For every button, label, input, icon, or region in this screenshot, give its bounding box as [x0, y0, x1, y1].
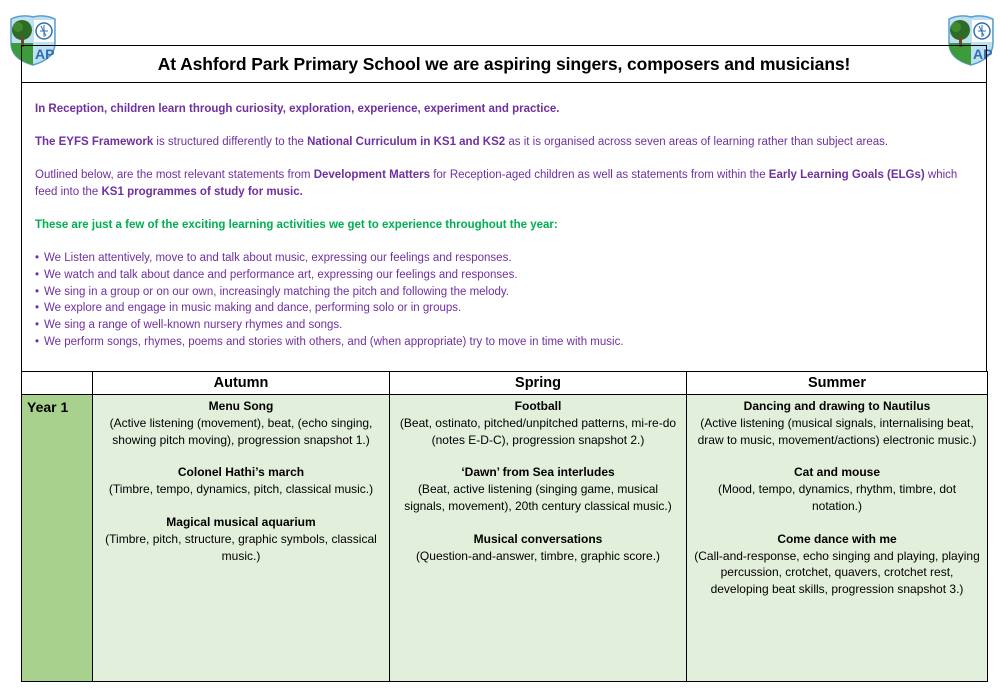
column-header-summer: Summer — [687, 372, 988, 395]
unit-title: Dancing and drawing to Nautilus — [743, 399, 931, 413]
intro-line-1 — [35, 101, 976, 118]
header-empty-cell — [22, 372, 93, 395]
unit-title: Cat and mouse — [793, 465, 880, 480]
unit-title: Menu Song — [208, 399, 274, 413]
intro-paragraph-2 — [35, 134, 976, 151]
svg-text:AP: AP — [973, 46, 993, 62]
intro-text — [35, 101, 976, 351]
activity-item: • We watch and talk about dance and performance art, expressing our feelings and responses. — [35, 267, 976, 284]
unit-description: (Beat, ostinato, pitched/unpitched patterns, mi-re-do (notes E-D-C), progression snapshot 2.) — [399, 415, 677, 447]
page-title: At Ashford Park Primary School we are aspiring singers, composers and musicians! — [157, 53, 851, 74]
unit-title: Come dance with me — [777, 531, 897, 546]
development-matters-text: Development Matters — [313, 169, 431, 181]
svg-text:AP: AP — [35, 46, 55, 62]
table-row — [22, 395, 988, 682]
activities-list — [35, 250, 976, 351]
unit — [693, 464, 981, 514]
unit-title: Magical musical aquarium — [166, 514, 316, 529]
unit — [693, 398, 981, 448]
intro-paragraph-3 — [35, 167, 976, 201]
table-header-row — [22, 372, 988, 395]
intro-reception-statement: In Reception, children learn through curiosity, exploration, experience, experiment and practice. — [35, 103, 560, 115]
unit-description: (Active listening (movement), beat, (echo singing, showing pitch moving), progression snapshot 1.) — [109, 415, 373, 447]
unit-title: Musical conversations — [473, 531, 603, 546]
column-header-spring: Spring — [390, 372, 687, 395]
eyfs-framework-text: The EYFS Framework — [35, 136, 154, 148]
autumn-cell — [93, 395, 390, 682]
activities-heading: These are just a few of the exciting learning activities we get to experience throughout the year: — [35, 219, 558, 231]
unit-description: (Active listening (musical signals, internalising beat, draw to music, movement/actions) electronic music.) — [697, 415, 977, 447]
unit — [693, 531, 981, 598]
unit-title: Colonel Hathi’s march — [177, 465, 305, 480]
unit-description: (Call-and-response, echo singing and playing, playing percussion, crotchet, quavers, crotchet rest, developing beat skills, progression snapshot 3.) — [694, 548, 980, 597]
unit-description: (Timbre, tempo, dynamics, pitch, classical music.) — [108, 482, 374, 497]
activity-item: • We sing a range of well-known nursery rhymes and songs. — [35, 317, 976, 334]
unit — [99, 464, 383, 498]
unit-description: (Beat, active listening (singing game, musical signals, movement), 20th century classical music.) — [404, 482, 672, 513]
activity-item: • We sing in a group or on our own, increasingly matching the pitch and following the melody. — [35, 284, 976, 301]
unit-title: ‘Dawn’ from Sea interludes — [461, 465, 615, 480]
unit — [396, 531, 680, 565]
national-curriculum-text: National Curriculum in KS1 and KS2 — [307, 136, 506, 148]
text-fragment: which feed into the — [35, 169, 958, 198]
activity-item: • We perform songs, rhymes, poems and stories with others, and (when appropriate) try to move in time with music. — [35, 334, 976, 351]
unit — [396, 398, 680, 448]
curriculum-table — [21, 371, 988, 682]
unit — [396, 464, 680, 514]
unit — [99, 398, 383, 448]
title-banner — [21, 45, 987, 83]
column-header-autumn: Autumn — [93, 372, 390, 395]
unit-title: Football — [514, 399, 562, 413]
intro-section — [21, 83, 987, 371]
spring-cell — [390, 395, 687, 682]
text-fragment: Outlined below, are the most relevant statements from — [35, 169, 314, 181]
unit-description: (Timbre, pitch, structure, graphic symbols, classical music.) — [105, 531, 377, 563]
early-learning-goals-text: Early Learning Goals (ELGs) — [768, 169, 925, 181]
unit-description: (Mood, tempo, dynamics, rhythm, timbre, dot notation.) — [717, 482, 957, 513]
text-fragment: is structured differently to the — [153, 136, 308, 148]
year-label: Year 1 — [22, 395, 93, 682]
ks1-programmes-text: KS1 programmes of study for music. — [101, 186, 303, 198]
text-fragment: for Reception-aged children as well as statements from within the — [430, 169, 769, 181]
summer-cell — [687, 395, 988, 682]
activity-item: • We explore and engage in music making and dance, performing solo or in groups. — [35, 300, 976, 317]
text-fragment: as it is organised across seven areas of learning rather than subject areas. — [505, 136, 889, 148]
unit-description: (Question-and-answer, timbre, graphic score.) — [415, 548, 661, 563]
activity-item: • We Listen attentively, move to and talk about music, expressing our feelings and responses. — [35, 250, 976, 267]
unit — [99, 514, 383, 564]
